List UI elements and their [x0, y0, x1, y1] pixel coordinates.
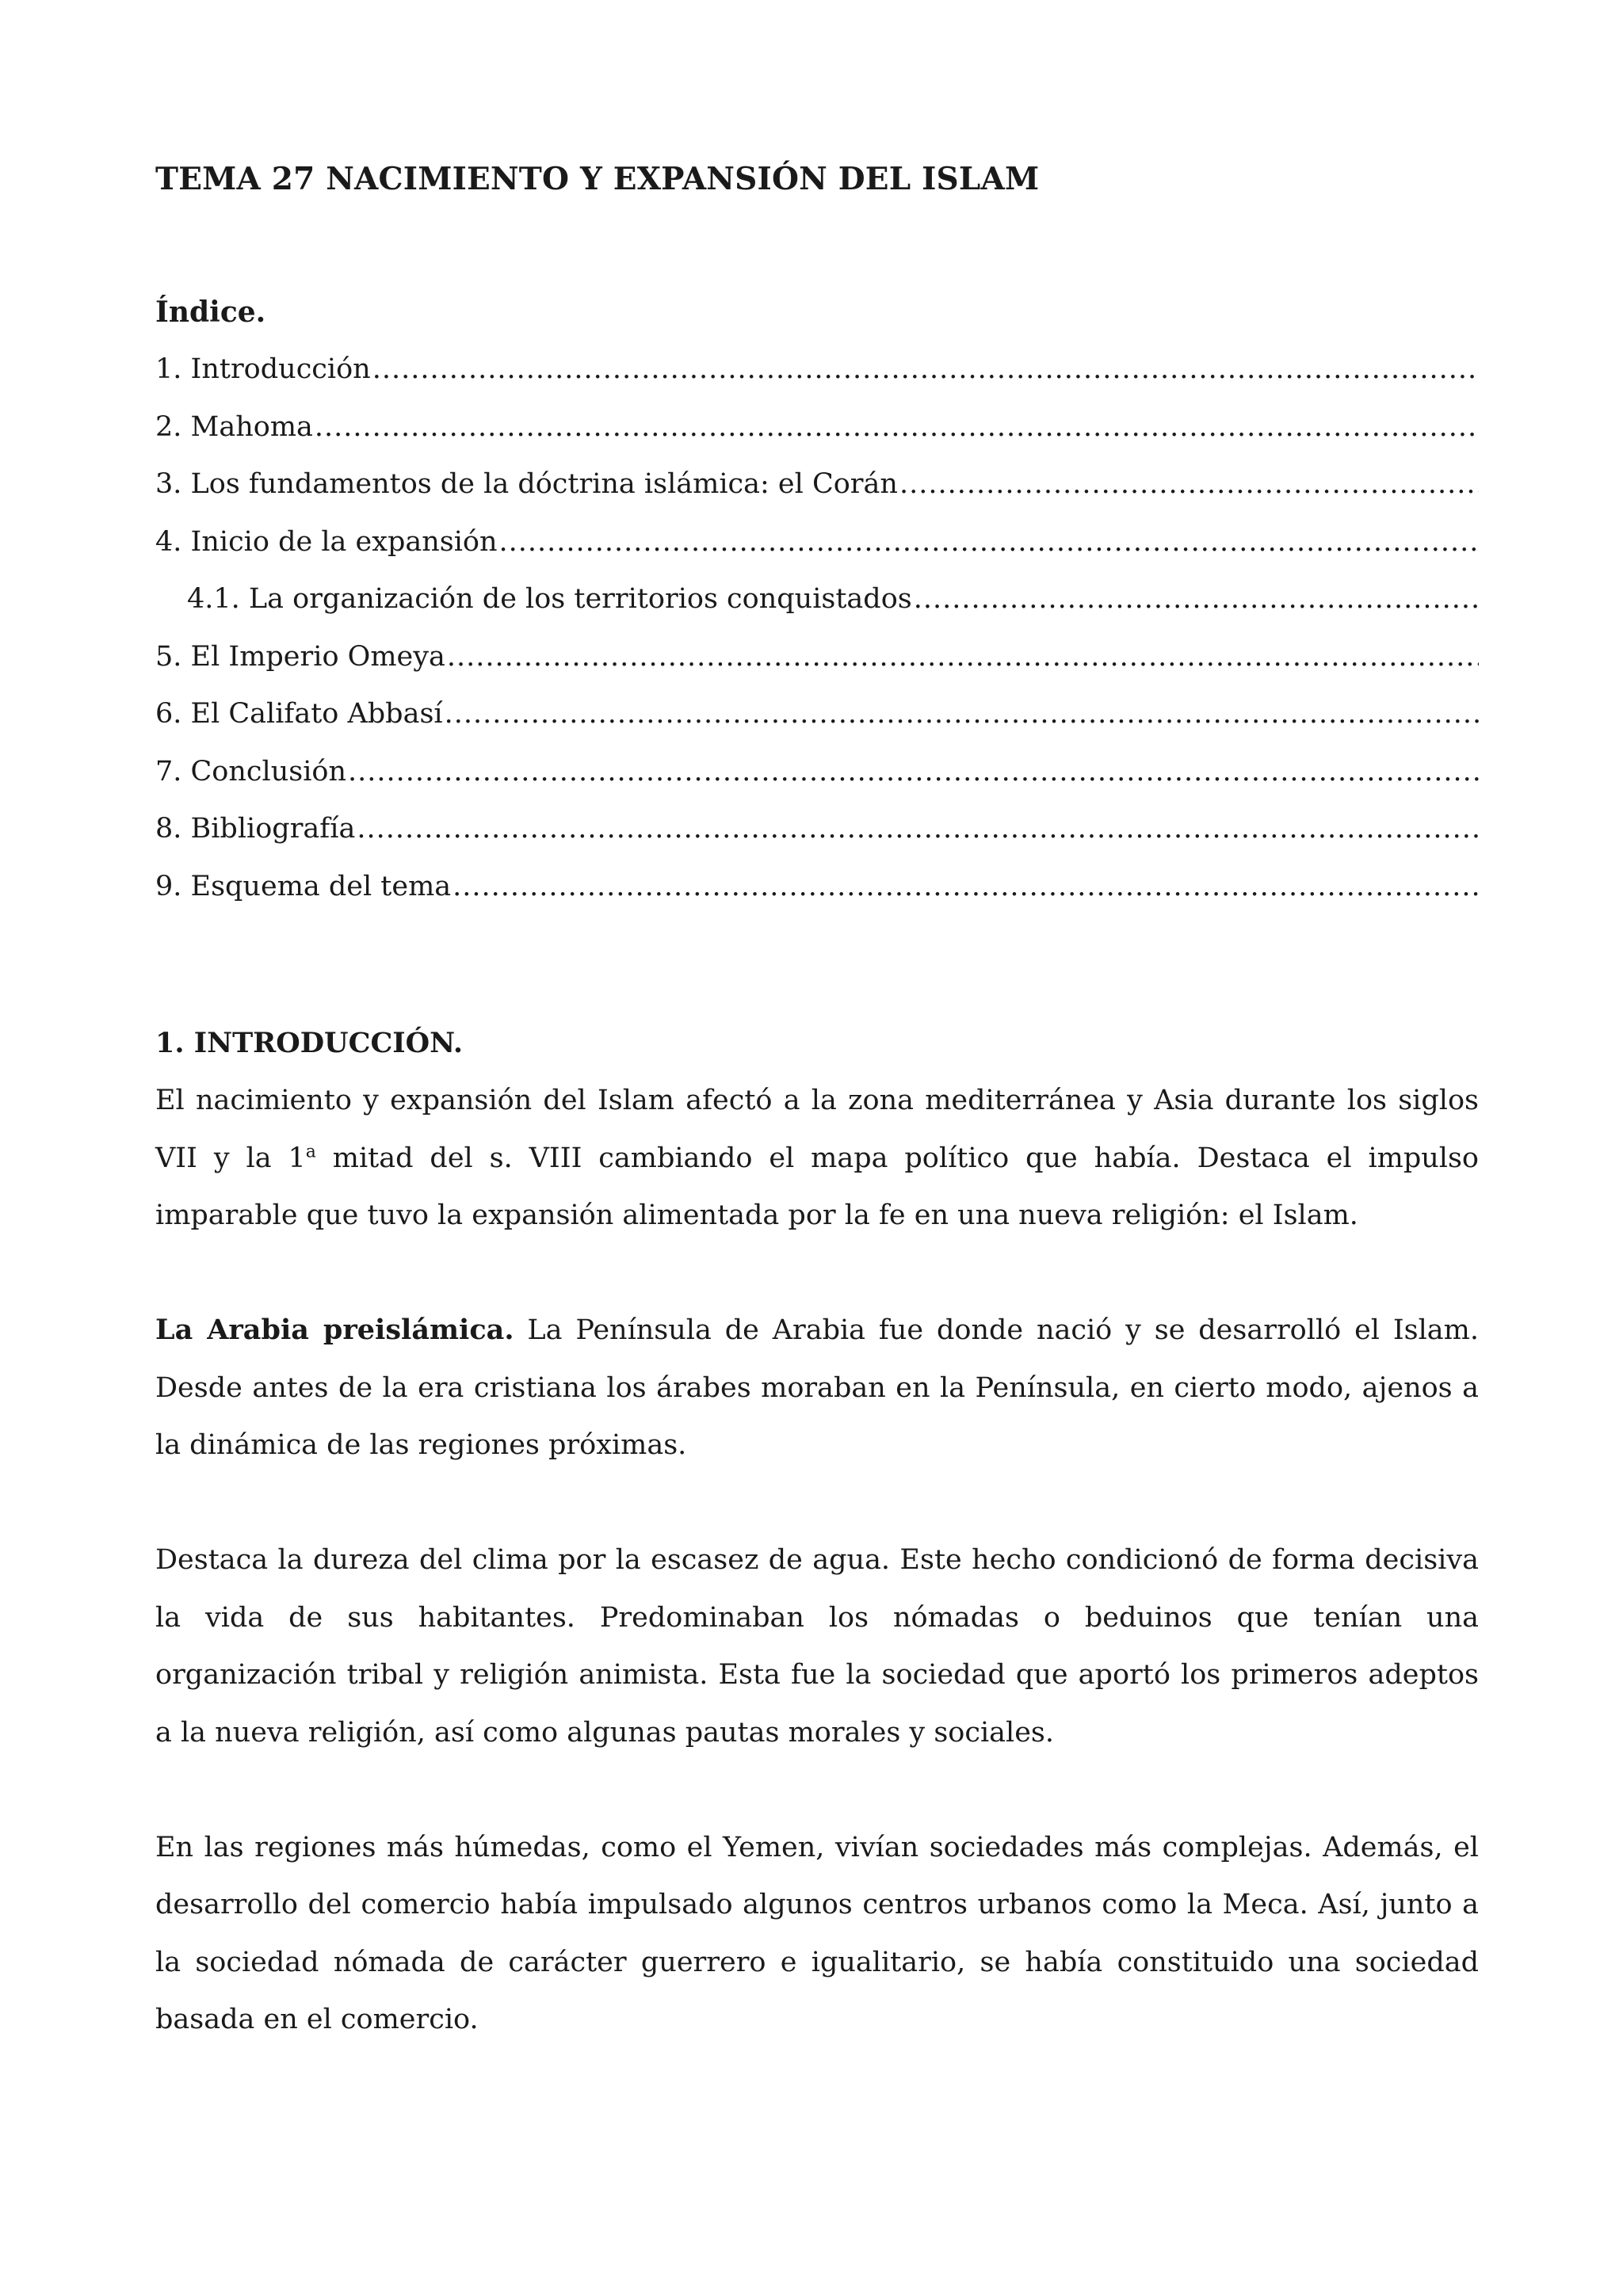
toc-item[interactable] — [155, 456, 1479, 513]
section-heading-introduccion: 1. INTRODUCCIÓN. — [155, 1027, 464, 1059]
ordinal-superscript: a — [305, 1141, 316, 1161]
toc-item[interactable] — [155, 685, 1479, 743]
toc-subitem[interactable] — [155, 570, 1479, 628]
toc-item[interactable] — [155, 341, 1479, 399]
toc-item-label: 9. Esquema del tema — [155, 870, 452, 902]
paragraph-regiones-humedas: En las regiones más húmedas, como el Yemen, vivían sociedades más complejas. Además, el desarrollo del comercio había impulsado algunos centros urbanos como la Meca. Así, junto a la sociedad nómada de carácter guerrero e igualitario, se había constituido una sociedad basada en el comercio. — [155, 1831, 1479, 2035]
paragraph-text: La Península de Arabia fue donde nació y se desarrolló el Islam. Desde antes de la era cristiana los árabes moraban en la Península, en cierto modo, ajenos a la dinámica de las regiones próximas. — [155, 1314, 1479, 1461]
toc-item[interactable] — [155, 800, 1479, 858]
toc-dot-leader — [447, 628, 1479, 686]
document-page — [155, 155, 1479, 2049]
toc-dot-leader — [348, 743, 1479, 801]
toc-item[interactable] — [155, 513, 1479, 571]
toc-dot-leader — [315, 399, 1479, 456]
toc-dot-leader — [499, 513, 1479, 571]
paragraph-clima: Destaca la dureza del clima por la escasez de agua. Este hecho condicionó de forma decisiva la vida de sus habitantes. Predominaban los nómadas o beduinos que tenían una organización tribal y religión animista. Esta fue la sociedad que aportó los primeros adeptos a la nueva religión, así como algunas pautas morales y sociales. — [155, 1544, 1479, 1749]
document-title: TEMA 27 NACIMIENTO Y EXPANSIÓN DEL ISLAM — [155, 161, 1040, 197]
paragraph-arabia-preislamica — [155, 1302, 1479, 1474]
toc-item[interactable] — [155, 858, 1479, 916]
toc-item-label: 4. Inicio de la expansión — [155, 525, 498, 558]
toc-dot-leader — [445, 685, 1479, 743]
toc-item-label: 5. El Imperio Omeya — [155, 640, 445, 673]
toc-dot-leader — [899, 456, 1479, 513]
paragraph-intro — [155, 1072, 1479, 1245]
toc-item[interactable] — [155, 743, 1479, 801]
toc-item[interactable] — [155, 628, 1479, 686]
toc-dot-leader — [372, 341, 1479, 399]
toc-item-label: 1. Introducción — [155, 353, 371, 385]
toc-item-label: 2. Mahoma — [155, 410, 313, 443]
paragraph-text: El nacimiento y expansión del Islam afectó a la zona mediterránea y Asia durante los siglos VII y la 1 — [155, 1085, 1479, 1174]
paragraph-text: mitad del s. VIII cambiando el mapa político que había. Destaca el impulso imparable que tuvo la expansión alimentada por la fe en una nueva religión: el Islam. — [155, 1142, 1480, 1231]
toc-dot-leader — [453, 858, 1479, 916]
index-heading: Índice. — [155, 296, 266, 329]
toc-dot-leader — [914, 570, 1479, 628]
toc-item[interactable] — [155, 399, 1479, 456]
toc-dot-leader — [357, 800, 1479, 858]
table-of-contents — [155, 341, 1479, 915]
toc-item-label: 4.1. La organización de los territorios conquistados — [187, 583, 912, 615]
toc-item-label: 7. Conclusión — [155, 755, 347, 788]
toc-item-label: 8. Bibliografía — [155, 813, 356, 845]
toc-item-label: 6. El Califato Abbasí — [155, 698, 443, 730]
toc-item-label: 3. Los fundamentos de la dóctrina islámica: el Corán — [155, 468, 898, 500]
paragraph-lead-bold: La Arabia preislámica. — [155, 1314, 514, 1346]
